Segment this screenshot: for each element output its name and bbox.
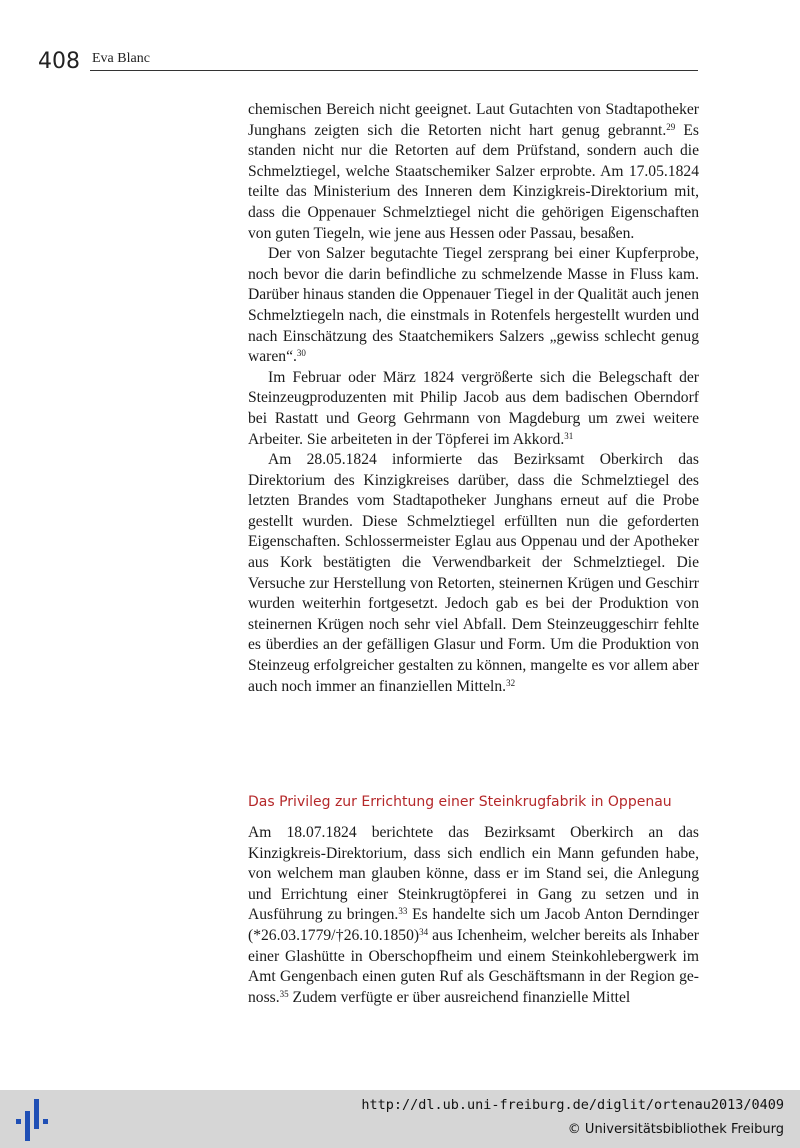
- paragraph-3-text: Im Februar oder März 1824 vergrößerte sich die Belegschaft der Steinzeugproduzenten mit Philip Jacob aus dem badischen Oberndorf bei Rastatt und Georg Gehrmann von Magdeburg um zwei weitere Arbeiter. Sie arbeiteten in der Töpferei im Akkord.: [248, 368, 699, 448]
- running-head-author: Eva Blanc: [92, 51, 150, 66]
- body-text: [248, 100, 699, 697]
- paragraph-1: [248, 100, 699, 244]
- footnote-ref-33: 33: [398, 906, 408, 917]
- library-logo-icon: [14, 1097, 54, 1143]
- section-heading: Das Privileg zur Errichtung einer Steinkrugfabrik in Oppenau: [248, 794, 672, 810]
- footnote-ref-34: 34: [419, 926, 429, 937]
- paragraph-1-text-b: Es standen nicht nur die Retorten auf dem Prüfstand, sondern auch die Schmelztiegel, welche Staatschemiker Salzer erprobte. Am 17.05.1824 teilte das Ministerium des Inneren dem Kinzigkreis-Direktorium mit, dass die Oppenauer Schmelztiegel nicht die gehörigen Eigenschaften von guten Tiegeln, wie jene aus Hessen oder Passau, besaßen.: [248, 121, 699, 242]
- footnote-ref-29: 29: [666, 121, 676, 132]
- footer-url-link[interactable]: http://dl.ub.uni-freiburg.de/diglit/ortenau2013/0409: [361, 1097, 784, 1113]
- footer-copyright: © Universitätsbibliothek Freiburg: [567, 1122, 784, 1137]
- paragraph-2-text: Der von Salzer begutachte Tiegel zersprang bei einer Kupferprobe, noch bevor die darin befindliche zu schmelzende Masse in Fluss kam. Darüber hinaus standen die Oppenauer Tiegel in der Qualität auch jenen Schmelztiegeln nach, die einstmals in Rotenfels hergestellt wurden und nach Einschätzung des Staatchemikers Salzers „gewiss schlecht genug waren“.: [248, 245, 699, 366]
- paragraph-3: [248, 368, 699, 450]
- body-text-section: [248, 823, 699, 1008]
- paragraph-5-text-a: Am 18.07.1824 berichtete das Bezirksamt Oberkirch an das Kinzigkreis-Direktorium, dass sich endlich ein Mann gefunden habe, von welchem man glauben könne, dass er im Stand sei, die Anlegung und Errichtung einer Steinkrugtöpferei in Gang zu setzen und in Ausführung zu bringen.: [248, 824, 699, 924]
- footnote-ref-31: 31: [564, 430, 574, 441]
- paragraph-5-text-d: Zudem verfügte er über ausreichend finanzielle Mittel: [288, 988, 631, 1006]
- paragraph-4-text: Am 28.05.1824 informierte das Bezirksamt Oberkirch das Direktorium des Kinzigkreises darüber, dass die Schmelztiegel des letzten Brandes vom Stadtapotheker Junghans erneut auf die Probe gestellt wurden. Diese Schmelztiegel erfüllten nun die geforderten Eigenschaften. Schlossermeister Eglau aus Oppenau und der Apotheker aus Kork bestätigten die Verwendbarkeit der Schmelztiegel. Die Versuche zur Herstellung von Retorten, steinernen Krügen und Geschirr wurden weiterhin fortgesetzt. Jedoch gab es bei der Produktion von steinernen Krügen noch sehr viel Abfall. Dem Steinzeuggeschirr fehlte es überdies an der gefälligen Glasur und Form. Um die Produktion von Steinzeug erfolgreicher gestalten zu können, mangelte es vor allem aber auch noch immer an finanziellen Mitteln.: [248, 451, 699, 695]
- header-rule: [90, 70, 698, 71]
- paragraph-5-text-c: aus Ichenheim, welcher bereits als Inhaber einer Glashütte in Oberschopfheim und einem Steinkohlebergwerk im Amt Gengenbach einen guten Ruf als Geschäftsmann in der Region genoss.: [248, 926, 699, 1006]
- page-number: 408: [38, 49, 80, 74]
- paragraph-4: [248, 450, 699, 697]
- footnote-ref-35: 35: [279, 988, 289, 999]
- footer-bar: [0, 1090, 800, 1148]
- paragraph-1-text-a: chemischen Bereich nicht geeignet. Laut Gutachten von Stadtapotheker Junghans zeigten sich die Retorten nicht hart genug gebrannt.: [248, 101, 699, 139]
- footnote-ref-32: 32: [506, 677, 516, 688]
- footnote-ref-30: 30: [296, 348, 306, 359]
- paragraph-5-text-b: Es handelte sich um Jacob Anton Derndinger (*26.03.1779/†26.10.1850): [248, 906, 699, 944]
- paragraph-5: [248, 823, 699, 1008]
- paragraph-2: [248, 244, 699, 368]
